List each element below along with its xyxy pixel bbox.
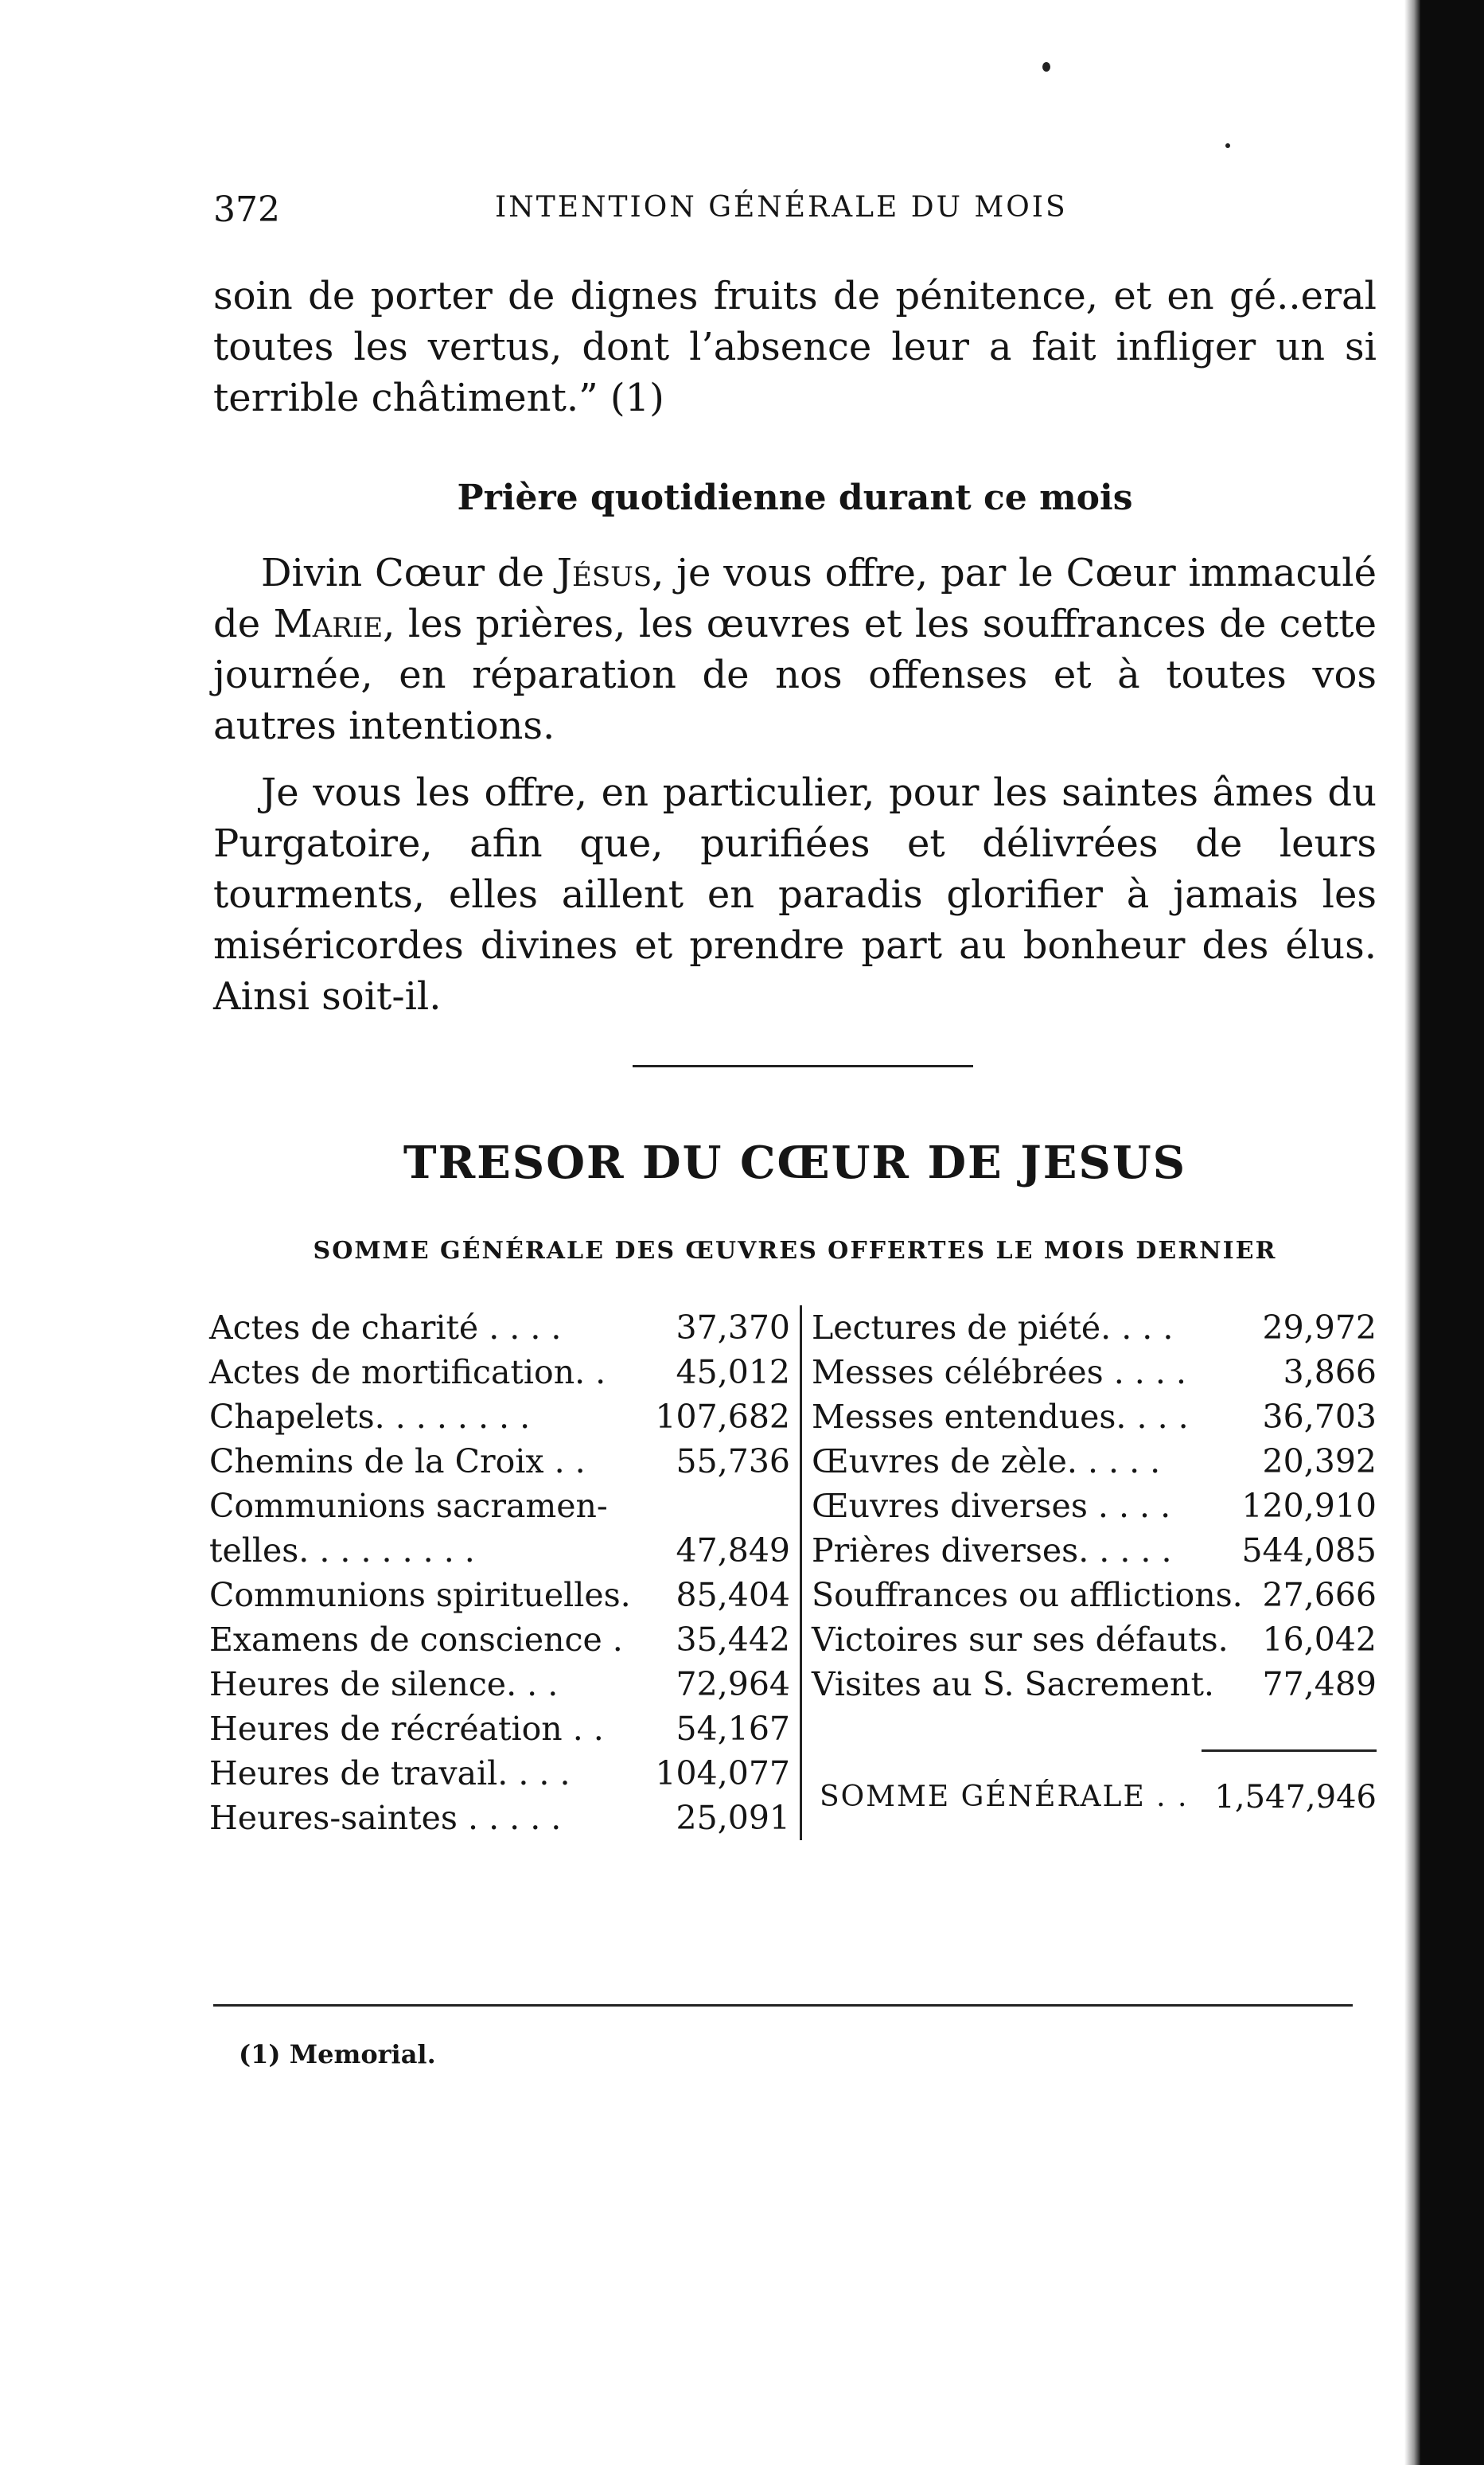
table-row bbox=[209, 1439, 790, 1484]
prayer-text-end: , les prières, les œuvres et les souffrances de cette journée, en réparation de nos offenses et à toutes vos autres intentions. bbox=[213, 602, 1377, 748]
row-label: telles. . . . . . . . . bbox=[209, 1531, 475, 1570]
table-row bbox=[209, 1394, 790, 1439]
row-label: Communions sacramen- bbox=[209, 1487, 608, 1525]
table-row bbox=[209, 1305, 790, 1350]
row-label: Actes de mortification. . bbox=[209, 1353, 606, 1391]
row-label: Œuvres diverses . . . . bbox=[812, 1487, 1171, 1525]
table-row bbox=[812, 1528, 1377, 1573]
table-row bbox=[812, 1617, 1377, 1662]
row-label: Messes célébrées . . . . bbox=[812, 1353, 1186, 1391]
row-label: Communions spirituelles. bbox=[209, 1576, 631, 1614]
row-value: 120,910 bbox=[1241, 1487, 1377, 1525]
works-table-right bbox=[812, 1305, 1377, 1706]
total-value: 1,547,946 bbox=[1214, 1779, 1377, 1816]
row-label: Souffrances ou afflictions. bbox=[812, 1576, 1243, 1614]
table-row bbox=[812, 1439, 1377, 1484]
table-row bbox=[209, 1573, 790, 1617]
section-divider bbox=[633, 1065, 973, 1067]
total-row bbox=[820, 1775, 1377, 1819]
row-value: 27,666 bbox=[1262, 1576, 1377, 1614]
table-row bbox=[209, 1350, 790, 1394]
row-value: 25,091 bbox=[676, 1799, 790, 1837]
table-row bbox=[812, 1573, 1377, 1617]
row-label: Chapelets. . . . . . . . bbox=[209, 1398, 531, 1436]
table-row bbox=[812, 1305, 1377, 1350]
prayer-text-mid: , je vous offre, par le Cœur immaculé de bbox=[213, 551, 1377, 646]
row-value: 85,404 bbox=[676, 1576, 790, 1614]
table-row bbox=[209, 1796, 790, 1840]
row-label: Chemins de la Croix . . bbox=[209, 1442, 586, 1480]
row-value: 55,736 bbox=[676, 1442, 790, 1480]
prayer-title: Prière quotidienne durant ce mois bbox=[457, 478, 1133, 518]
row-value: 20,392 bbox=[1262, 1442, 1377, 1480]
table-row bbox=[209, 1484, 790, 1528]
row-label: Heures-saintes . . . . . bbox=[209, 1799, 562, 1837]
table-row bbox=[812, 1394, 1377, 1439]
tresor-title: TRESOR DU CŒUR DE JESUS bbox=[403, 1137, 1187, 1189]
scan-speck bbox=[1225, 143, 1230, 148]
jesus-name: Jésus bbox=[556, 551, 652, 595]
row-value: 35,442 bbox=[676, 1621, 790, 1659]
footnote-rule bbox=[213, 2004, 1353, 2007]
row-value: 47,849 bbox=[676, 1531, 790, 1570]
prayer-paragraph-2: Je vous les offre, en particulier, pour les saintes âmes du Purgatoire, afin que, purifiées et délivrées de leurs tourments, elles aillent en paradis glorifier à jamais les miséricordes divines et prendre part au bonheur des élus. Ainsi soit-il. bbox=[213, 770, 1377, 1019]
row-label: Prières diverses. . . . . bbox=[812, 1531, 1172, 1570]
row-value: 72,964 bbox=[676, 1665, 790, 1703]
row-label: Visites au S. Sacrement. bbox=[812, 1665, 1214, 1703]
row-value: 45,012 bbox=[676, 1353, 790, 1391]
column-divider bbox=[800, 1305, 802, 1840]
scan-border bbox=[1420, 0, 1484, 2465]
footnote: (1) Memorial. bbox=[239, 2039, 436, 2069]
total-label: SOMME GÉNÉRALE . . bbox=[820, 1780, 1189, 1813]
row-label: Heures de travail. . . . bbox=[209, 1754, 571, 1792]
tresor-subtitle: SOMME GÉNÉRALE DES ŒUVRES OFFERTES LE MOIS DERNIER bbox=[313, 1237, 1277, 1265]
paragraph-continuation: soin de porter de dignes fruits de pénitence, et en gé..eral toutes les vertus, dont l’absence leur a fait infliger un si terrible châtiment.” (1) bbox=[213, 274, 1377, 420]
total-rule bbox=[1202, 1749, 1377, 1752]
marie-name: Marie bbox=[273, 602, 384, 646]
works-table-left bbox=[209, 1305, 790, 1840]
row-value: 16,042 bbox=[1262, 1621, 1377, 1659]
row-label: Œuvres de zèle. . . . . bbox=[812, 1442, 1161, 1480]
row-label: Heures de récréation . . bbox=[209, 1710, 604, 1748]
page-header bbox=[213, 189, 1383, 237]
row-label: Lectures de piété. . . . bbox=[812, 1309, 1174, 1347]
row-value: 104,077 bbox=[655, 1754, 790, 1792]
scan-speck bbox=[1042, 62, 1050, 72]
row-value: 36,703 bbox=[1262, 1398, 1377, 1436]
table-row bbox=[812, 1484, 1377, 1528]
row-label: Examens de conscience . bbox=[209, 1621, 623, 1659]
row-label: Actes de charité . . . . bbox=[209, 1309, 562, 1347]
row-value: 544,085 bbox=[1241, 1531, 1377, 1570]
row-value: 3,866 bbox=[1283, 1353, 1377, 1391]
row-value: 77,489 bbox=[1262, 1665, 1377, 1703]
row-value: 37,370 bbox=[676, 1309, 790, 1347]
table-row bbox=[812, 1662, 1377, 1706]
row-value: 29,972 bbox=[1262, 1309, 1377, 1347]
row-label: Victoires sur ses défauts. bbox=[812, 1621, 1229, 1659]
row-label: Messes entendues. . . . bbox=[812, 1398, 1189, 1436]
table-row bbox=[209, 1528, 790, 1573]
table-row bbox=[812, 1350, 1377, 1394]
running-head: INTENTION GÉNÉRALE DU MOIS bbox=[495, 191, 1068, 224]
table-row bbox=[209, 1706, 790, 1751]
prayer-text-start: Divin Cœur de bbox=[261, 551, 557, 595]
prayer-paragraph-1 bbox=[213, 548, 1377, 751]
table-row bbox=[209, 1751, 790, 1796]
row-label: Heures de silence. . . bbox=[209, 1665, 559, 1703]
row-value: 54,167 bbox=[676, 1710, 790, 1748]
page-edge-shadow bbox=[1404, 0, 1420, 2465]
table-row bbox=[209, 1662, 790, 1706]
page-number: 372 bbox=[213, 189, 280, 230]
table-row bbox=[209, 1617, 790, 1662]
row-value: 107,682 bbox=[655, 1398, 790, 1436]
